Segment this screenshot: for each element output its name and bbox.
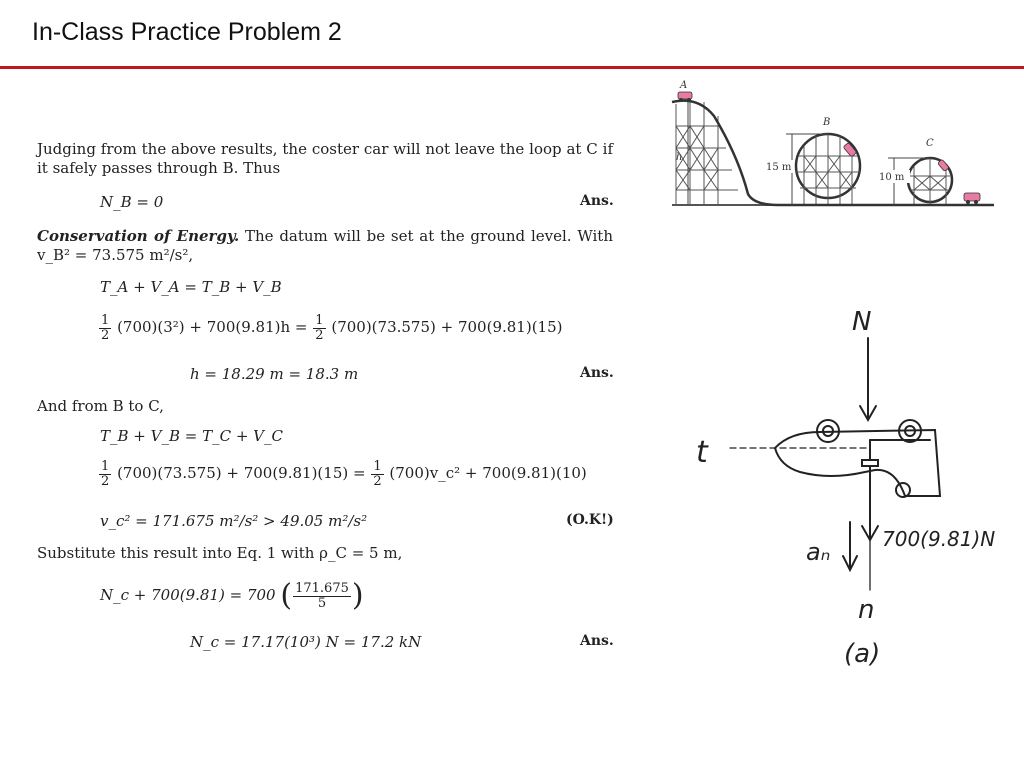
answer-label-2: Ans.: [580, 365, 614, 381]
label-15m: 15 m: [766, 162, 792, 173]
equation-substitution-bc: [98, 458, 587, 489]
equation-nc-result: N_c = 17.17(10³) N = 17.2 kN: [190, 633, 422, 651]
substitution-ab-lhs: (700)(3²) + 700(9.81)h =: [117, 318, 308, 336]
paragraph-energy: [37, 227, 613, 265]
car-at-b: [843, 142, 857, 156]
label-n-top: N: [852, 307, 872, 337]
answer-label-3: Ans.: [580, 633, 614, 649]
fraction-half: $\frac{1}{2}$: [101, 458, 110, 489]
answer-label-1: Ans.: [580, 193, 614, 209]
label-part-a: (a): [844, 639, 881, 669]
fraction-half: $\frac{1}{2}$: [373, 458, 382, 489]
slide-title: In-Class Practice Problem 2: [32, 18, 342, 46]
equation-nb: N_B = 0: [100, 193, 164, 211]
paragraph-substitute: Substitute this result into Eq. 1 with ρ_C = 5 m,: [37, 544, 403, 562]
equation-energy-bc: T_B + V_B = T_C + V_C: [100, 427, 283, 445]
track-descent: [672, 101, 798, 205]
label-n-bottom: n: [858, 595, 875, 625]
paragraph-b-to-c: And from B to C,: [37, 397, 164, 415]
label-b: B: [823, 117, 831, 128]
nc-lhs: N_c + 700(9.81) = 700: [100, 586, 276, 604]
title-divider: [0, 66, 1024, 69]
label-c: C: [926, 138, 934, 149]
label-h: h: [676, 152, 683, 163]
label-10m: 10 m: [879, 172, 905, 183]
paragraph-conclusion: Judging from the above results, the coster car will not leave the loop at C if it safely passes through B. Thus: [37, 140, 613, 177]
label-a: A: [680, 80, 688, 91]
energy-heading: Conservation of Energy.: [37, 227, 240, 245]
fraction-half: $\frac{1}{2}$: [101, 312, 110, 343]
equation-energy-ab: T_A + V_A = T_B + V_B: [100, 278, 282, 296]
car-at-a: [678, 92, 692, 99]
label-an: aₙ: [806, 538, 831, 566]
free-body-diagram: [690, 300, 1010, 680]
label-weight: 700(9.81)N: [882, 527, 996, 551]
ok-label: (O.K!): [566, 512, 614, 528]
substitution-ab-rhs: (700)(73.575) + 700(9.81)(15): [331, 318, 563, 336]
fraction-half: $\frac{1}{2}$: [315, 312, 324, 343]
energy-text: The datum will be set at the ground level. With v_B² = 73.575 m²/s²,: [37, 227, 613, 264]
equation-h-result: h = 18.29 m = 18.3 m: [190, 365, 359, 383]
substitution-bc-lhs: (700)(73.575) + 700(9.81)(15) =: [117, 464, 366, 482]
tower-lattice: [676, 100, 738, 205]
equation-nc: N_c + 700(9.81) = 700 ( $\frac{171.675}{5}$ ): [100, 578, 364, 613]
equation-substitution-ab: [98, 312, 563, 343]
fraction-171-over-5: $\frac{171.675}{5}$: [295, 580, 349, 611]
car-exit: [964, 193, 980, 201]
label-t: t: [696, 435, 708, 470]
substitution-bc-rhs: (700)v_c² + 700(9.81)(10): [389, 464, 587, 482]
roller-coaster-figure: [668, 76, 998, 211]
equation-vc-result: v_c² = 171.675 m²/s² > 49.05 m²/s²: [100, 512, 368, 530]
